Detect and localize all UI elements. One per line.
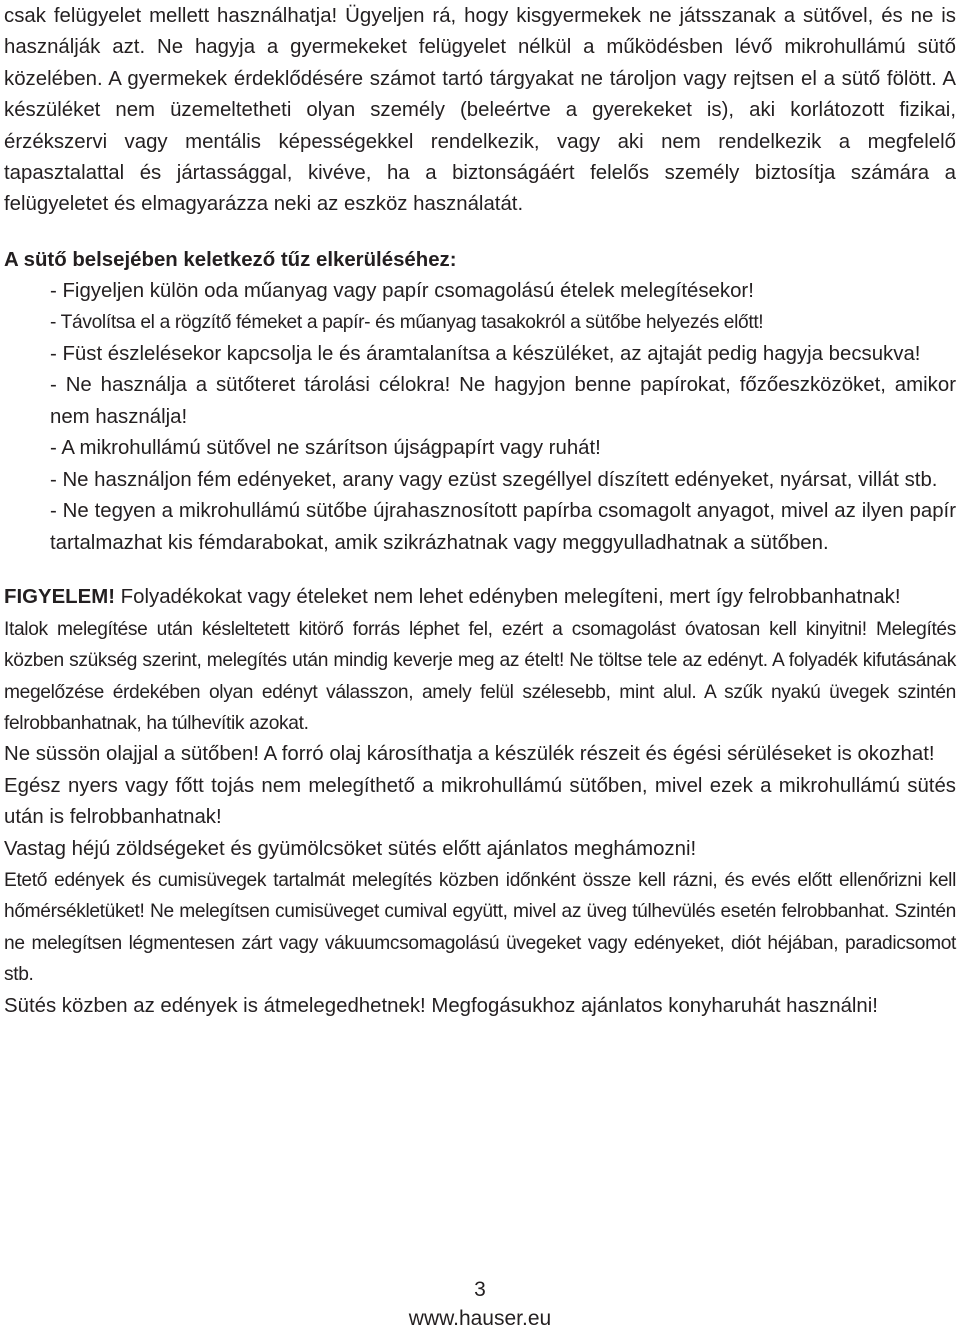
fire-prevention-heading: A sütő belsejében keletkező tűz elkerüléséhez: (4, 248, 457, 271)
warning-paragraph (4, 582, 956, 613)
oil-warning-paragraph: Ne süssön olajjal a sütőben! A forró olaj károsíthatja a készülék részeit és égési sérüléseket is okozhat! (4, 743, 935, 766)
list-item: - Figyeljen külön oda műanyag vagy papír csomagolású ételek melegítésekor! (50, 279, 754, 302)
beverage-heating-paragraph: Italok melegítése után késleltetett kitörő forrás léphet fel, ezért a csomagolást óvatosan kell kinyitni! Melegítés közben szükség szerint, melegítés után mindig keverje meg az ételt! Ne töltse tele az edényt. A folyadék kifutásának megelőzése érdekében olyan edényt válasszon, amely felül szélesebb, mint alul. A szűk nyakú üvegek szintén felrobbanhatnak, ha túlhevítik azokat. (4, 618, 956, 734)
peeling-paragraph: Vastag héjú zöldségeket és gyümölcsöket sütés előtt ajánlatos meghámozni! (4, 837, 697, 860)
page-number: 3 (474, 1278, 486, 1301)
list-item: - Ne tegyen a mikrohullámú sütőbe újrahasznosított papírba csomagolt anyagot, mivel az ilyen papír tartalmazhat kis fémdarabokat, amik szikrázhatnak vagy meggyulladhatnak a sütőben. (50, 500, 956, 554)
fire-prevention-list (4, 276, 956, 560)
list-item: - Ne használja a sütőteret tárolási célokra! Ne hagyjon benne papírokat, főzőeszközöket, amikor nem használja! (50, 374, 956, 428)
website-footer: www.hauser.eu (408, 1307, 552, 1330)
list-item: - A mikrohullámú sütővel ne szárítson újságpapírt vagy ruhát! (50, 437, 601, 460)
warning-text: Folyadékokat vagy ételeket nem lehet edényben melegíteni, mert így felrobbanhatnak! (115, 586, 901, 609)
list-item: - Ne használjon fém edényeket, arany vagy ezüst szegéllyel díszített edényeket, nyársat, villát stb. (50, 468, 938, 491)
list-item: - Távolítsa el a rögzítő fémeket a papír- és műanyag tasakokról a sütőbe helyezés előtt! (50, 312, 764, 334)
list-item: - Füst észlelésekor kapcsolja le és áramtalanítsa a készüléket, az ajtaját pedig hagyja becsukva! (50, 342, 921, 365)
hot-dishes-paragraph: Sütés közben az edények is átmelegedhetnek! Megfogásukhoz ajánlatos konyharuhát használni! (4, 994, 878, 1017)
egg-warning-paragraph: Egész nyers vagy főtt tojás nem melegíthető a mikrohullámú sütőben, mivel ezek a mikrohullámú sütés után is felrobbanhatnak! (4, 774, 956, 829)
supervision-paragraph: csak felügyelet mellett használhatja! Ügyeljen rá, hogy kisgyermekek ne játsszanak a sütővel, és ne is használják azt. Ne hagyja a gyermekeket felügyelet nélkül a működésben lévő mikrohullámú sütő közelében. A gyermekek érdeklődésére számot tartó tárgyakat ne tároljon vagy rejtsen el a sütő fölött. A készüléket nem üzemeltetheti olyan személy (beleértve a gyerekeket is), aki korlátozott fizikai, érzékszervi vagy mentális képességekkel rendelkezik, vagy aki nem rendelkezik a megfelelő tapasztalattal és jártassággal, kivéve, ha a biztonságáért felelős személy biztosítja számára a felügyeletet és elmagyarázza neki az eszköz használatát. (4, 5, 956, 216)
baby-bottle-paragraph: Etető edények és cumisüvegek tartalmát melegítés közben időnként össze kell rázni, és evés előtt ellenőrizni kell hőmérsékletüket! Ne melegítsen cumisüveget cumival együtt, mivel az üveg túlhevülés esetén felrobbanhat. Szintén ne melegítsen légmentesen zárt vagy vákuumcsomagolású üvegeket vagy edényeket, diót héjában, paradicsomot stb. (4, 870, 956, 986)
manual-page (4, 0, 956, 1022)
warning-label: FIGYELEM! (4, 586, 116, 609)
